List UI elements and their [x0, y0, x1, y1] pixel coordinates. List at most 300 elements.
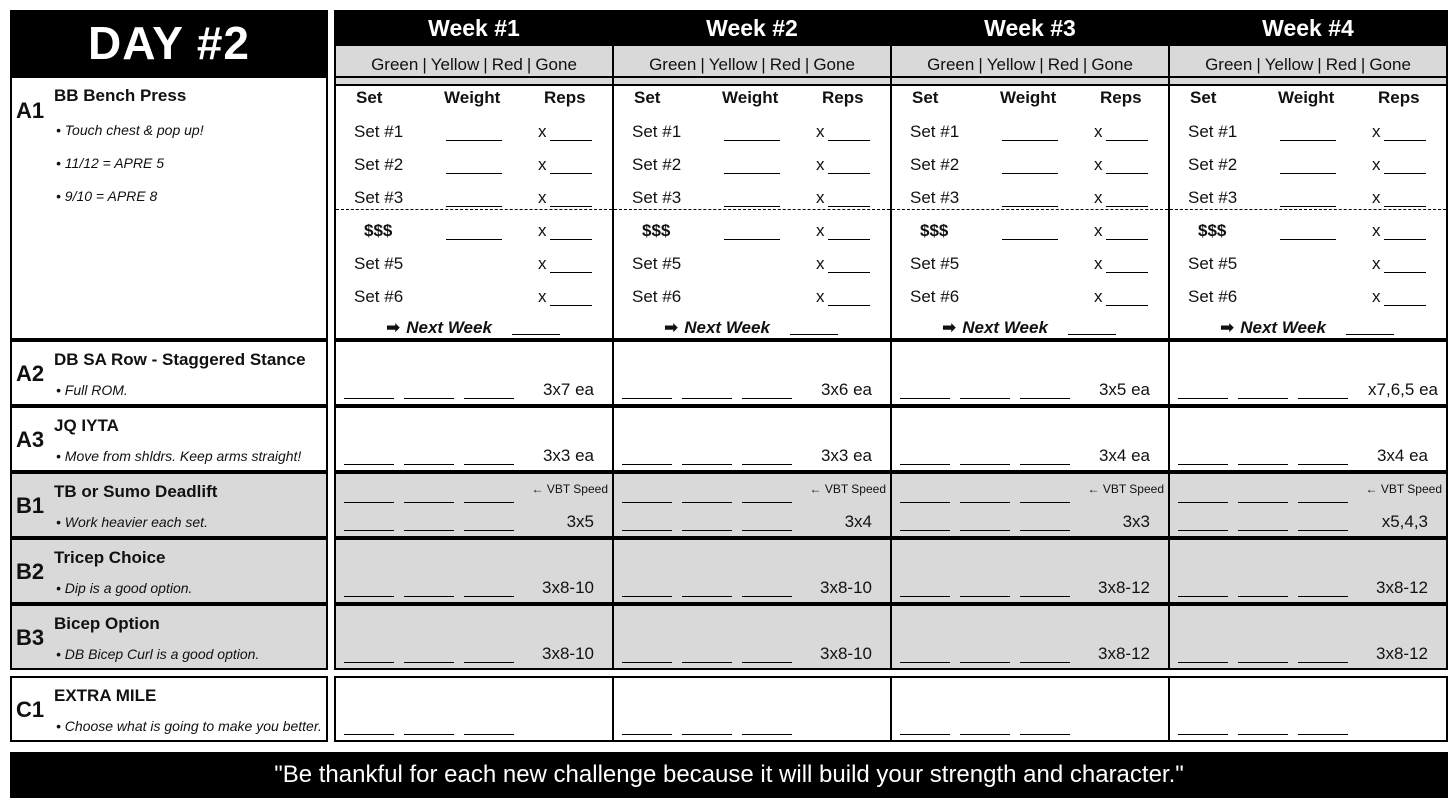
log-input[interactable] [742, 662, 792, 663]
vbt-input[interactable] [682, 502, 732, 503]
exercise-cell-a2 [10, 340, 328, 406]
weight-input[interactable] [1002, 239, 1058, 240]
exercise-note: • 11/12 = APRE 5 [56, 155, 165, 171]
vbt-input[interactable] [1238, 502, 1288, 503]
weight-input[interactable] [1280, 140, 1336, 141]
log-input[interactable] [960, 662, 1010, 663]
color-separator: | [804, 55, 810, 74]
target-scheme: 3x4 ea [1098, 446, 1150, 465]
next-week-text: Next Week [406, 318, 492, 337]
log-input[interactable] [1298, 662, 1348, 663]
log-input[interactable] [682, 464, 732, 465]
reps-input[interactable] [1106, 305, 1148, 306]
set-label: Set #3 [354, 188, 404, 207]
log-input[interactable] [742, 734, 792, 735]
reps-input[interactable] [1384, 305, 1426, 306]
weeks-grid [334, 10, 1448, 741]
set-label: Set #3 [910, 188, 960, 207]
log-input[interactable] [1238, 734, 1288, 735]
log-input[interactable] [1020, 596, 1070, 597]
log-cell [612, 472, 892, 538]
reps-prefix: x [538, 254, 547, 273]
vbt-input[interactable] [742, 502, 792, 503]
log-input[interactable] [1298, 530, 1348, 531]
weight-input[interactable] [1280, 173, 1336, 174]
log-input[interactable] [742, 398, 792, 399]
motivational-quote: "Be thankful for each new challenge because it will build your strength and character." [10, 752, 1448, 798]
log-input[interactable] [622, 464, 672, 465]
target-scheme: 3x3 [1122, 512, 1150, 531]
log-input[interactable] [682, 596, 732, 597]
set-label: Set #1 [354, 122, 404, 141]
log-cell [1168, 406, 1448, 472]
set-label: Set #1 [632, 122, 682, 141]
target-scheme: 3x8-12 [1098, 644, 1150, 663]
exercise-note: • Dip is a good option. [56, 580, 193, 596]
log-input[interactable] [404, 464, 454, 465]
log-input[interactable] [1178, 734, 1228, 735]
log-input[interactable] [622, 398, 672, 399]
exercise-note: • Move from shldrs. Keep arms straight! [56, 448, 302, 464]
next-week-label [1220, 318, 1326, 338]
color-red: Red [769, 55, 801, 74]
set-label: Set #5 [632, 254, 682, 273]
reps-input[interactable] [828, 173, 870, 174]
color-green: Green [649, 55, 697, 74]
log-cell [612, 340, 892, 406]
reps-prefix: x [1372, 254, 1381, 273]
color-gone: Gone [1091, 55, 1133, 74]
color-separator: | [1360, 55, 1366, 74]
exercise-code: C1 [16, 697, 45, 722]
color-red: Red [1325, 55, 1357, 74]
exercise-note: • Touch chest & pop up! [56, 122, 204, 138]
reps-prefix: x [1094, 287, 1103, 306]
next-week-text: Next Week [1240, 318, 1326, 337]
log-input[interactable] [1298, 464, 1348, 465]
color-yellow: Yellow [986, 55, 1036, 74]
week-header: Week #3 [890, 10, 1170, 46]
exercise-name: DB SA Row - Staggered Stance [54, 350, 306, 369]
vbt-input[interactable] [1178, 502, 1228, 503]
week-header: Week #4 [1168, 10, 1448, 46]
exercise-code: A3 [16, 427, 45, 452]
reps-prefix: x [538, 188, 547, 207]
divider [336, 209, 612, 210]
reps-input[interactable] [828, 239, 870, 240]
log-input[interactable] [1020, 734, 1070, 735]
reps-prefix: x [1372, 221, 1381, 240]
reps-input[interactable] [828, 140, 870, 141]
vbt-input[interactable] [900, 502, 950, 503]
log-input[interactable] [1020, 662, 1070, 663]
reps-prefix: x [816, 155, 825, 174]
set-label: Set #5 [910, 254, 960, 273]
color-separator: | [1082, 55, 1088, 74]
log-cell [1168, 340, 1448, 406]
reps-prefix: x [816, 287, 825, 306]
weight-input[interactable] [1280, 206, 1336, 207]
log-cell [612, 604, 892, 670]
log-input[interactable] [1238, 662, 1288, 663]
exercise-note: • Work heavier each set. [56, 514, 208, 530]
log-input[interactable] [404, 398, 454, 399]
color-separator: | [422, 55, 427, 74]
set-label: Set #3 [632, 188, 682, 207]
reps-prefix: x [1372, 122, 1381, 141]
log-input[interactable] [682, 662, 732, 663]
reps-input[interactable] [550, 239, 592, 240]
exercise-name: Tricep Choice [54, 548, 166, 567]
log-input[interactable] [742, 596, 792, 597]
color-gone: Gone [813, 55, 855, 74]
target-scheme: 3x8-12 [1098, 578, 1150, 597]
log-input[interactable] [742, 464, 792, 465]
log-input[interactable] [900, 662, 950, 663]
set-label: $$$ [642, 221, 671, 240]
set-table-header: Set [1190, 88, 1217, 107]
exercise-code: B2 [16, 559, 45, 584]
exercise-code: B3 [16, 625, 45, 650]
set-table [1168, 76, 1448, 340]
exercise-cell-a1 [10, 76, 328, 340]
set-label: Set #3 [1188, 188, 1238, 207]
target-scheme: 3x3 ea [820, 446, 872, 465]
log-input[interactable] [900, 398, 950, 399]
reps-input[interactable] [550, 173, 592, 174]
log-input[interactable] [1238, 464, 1288, 465]
log-cell [334, 604, 614, 670]
arrow-right-icon: ➡ [942, 318, 957, 337]
log-input[interactable] [682, 398, 732, 399]
log-cell [612, 676, 892, 742]
color-separator: | [483, 55, 488, 74]
set-label: Set #6 [910, 287, 960, 306]
log-input[interactable] [344, 662, 394, 663]
log-input[interactable] [1178, 530, 1228, 531]
target-scheme: 3x3 ea [542, 446, 594, 465]
color-gone: Gone [535, 55, 577, 74]
weight-input[interactable] [1002, 173, 1058, 174]
reps-prefix: x [538, 122, 547, 141]
log-input[interactable] [960, 464, 1010, 465]
target-scheme: 3x8-10 [542, 578, 594, 597]
log-input[interactable] [682, 530, 732, 531]
vbt-input[interactable] [960, 502, 1010, 503]
log-input[interactable] [1020, 398, 1070, 399]
set-label: Set #6 [1188, 287, 1238, 306]
exercise-cell-a3 [10, 406, 328, 472]
set-label: $$$ [1198, 221, 1227, 240]
exercise-cell-b2 [10, 538, 328, 604]
log-input[interactable] [404, 662, 454, 663]
reps-prefix: x [1094, 221, 1103, 240]
next-week-text: Next Week [684, 318, 770, 337]
log-cell [334, 472, 614, 538]
log-input[interactable] [344, 596, 394, 597]
color-separator: | [1256, 55, 1261, 74]
reps-input[interactable] [550, 140, 592, 141]
log-input[interactable] [1178, 398, 1228, 399]
log-input[interactable] [900, 464, 950, 465]
exercise-name: EXTRA MILE [54, 686, 157, 705]
log-input[interactable] [404, 530, 454, 531]
set-label: Set #1 [910, 122, 960, 141]
exercise-cell-c1 [10, 676, 328, 742]
color-red: Red [1047, 55, 1079, 74]
reps-input[interactable] [1384, 140, 1426, 141]
next-week-text: Next Week [962, 318, 1048, 337]
set-table-header: Weight [1278, 88, 1335, 107]
reps-prefix: x [816, 122, 825, 141]
weight-input[interactable] [1280, 239, 1336, 240]
arrow-right-icon: ➡ [1220, 318, 1235, 337]
weight-input[interactable] [724, 206, 780, 207]
reps-prefix: x [816, 188, 825, 207]
reps-input[interactable] [1384, 206, 1426, 207]
exercise-note: • Choose what is going to make you better. [56, 718, 322, 734]
log-cell [890, 472, 1170, 538]
target-scheme: 3x8-10 [542, 644, 594, 663]
set-label: $$$ [920, 221, 949, 240]
target-scheme: 3x5 ea [1098, 380, 1150, 399]
next-week-label [386, 318, 492, 338]
log-cell [1168, 538, 1448, 604]
set-table-header: Weight [722, 88, 779, 107]
set-label: Set #2 [1188, 155, 1238, 174]
log-input[interactable] [1178, 662, 1228, 663]
arrow-right-icon: ➡ [386, 318, 401, 337]
log-cell [612, 406, 892, 472]
vbt-input[interactable] [344, 502, 394, 503]
set-table-header: Reps [822, 88, 864, 107]
exercise-note: • 9/10 = APRE 8 [56, 188, 158, 204]
log-input[interactable] [1178, 464, 1228, 465]
vbt-input[interactable] [404, 502, 454, 503]
log-input[interactable] [622, 596, 672, 597]
weight-input[interactable] [1002, 140, 1058, 141]
target-scheme: 3x4 ea [1376, 446, 1428, 465]
target-scheme: 3x7 ea [542, 380, 594, 399]
color-gone: Gone [1369, 55, 1411, 74]
log-input[interactable] [1020, 464, 1070, 465]
divider [1170, 209, 1446, 210]
reps-input[interactable] [828, 206, 870, 207]
reps-input[interactable] [1384, 239, 1426, 240]
reps-input[interactable] [1106, 206, 1148, 207]
log-input[interactable] [464, 662, 514, 663]
log-cell [1168, 472, 1448, 538]
reps-input[interactable] [550, 272, 592, 273]
log-input[interactable] [1238, 398, 1288, 399]
set-table-header: Set [912, 88, 939, 107]
set-label: Set #2 [632, 155, 682, 174]
day-title: DAY #2 [10, 10, 328, 76]
log-cell [890, 604, 1170, 670]
next-week-input[interactable] [512, 334, 560, 335]
set-label: Set #2 [354, 155, 404, 174]
log-cell [334, 676, 614, 742]
log-input[interactable] [900, 596, 950, 597]
reps-prefix: x [538, 287, 547, 306]
log-input[interactable] [344, 464, 394, 465]
reps-input[interactable] [828, 272, 870, 273]
log-input[interactable] [1298, 734, 1348, 735]
target-scheme: 3x8-10 [820, 644, 872, 663]
set-table-header: Reps [1100, 88, 1142, 107]
log-input[interactable] [464, 530, 514, 531]
log-input[interactable] [464, 596, 514, 597]
weight-input[interactable] [724, 173, 780, 174]
reps-input[interactable] [1384, 272, 1426, 273]
reps-prefix: x [1372, 155, 1381, 174]
set-label: Set #5 [354, 254, 404, 273]
set-label: Set #6 [632, 287, 682, 306]
reps-prefix: x [538, 221, 547, 240]
color-separator: | [761, 55, 766, 74]
next-week-input[interactable] [1068, 334, 1116, 335]
log-input[interactable] [960, 596, 1010, 597]
target-scheme: 3x8-10 [820, 578, 872, 597]
log-input[interactable] [464, 398, 514, 399]
set-label: Set #2 [910, 155, 960, 174]
set-table [334, 76, 614, 340]
log-cell [890, 340, 1170, 406]
exercise-code: B1 [16, 493, 45, 518]
exercise-name: BB Bench Press [54, 86, 187, 105]
reps-input[interactable] [828, 305, 870, 306]
log-input[interactable] [344, 398, 394, 399]
log-cell [1168, 604, 1448, 670]
set-table-header: Weight [444, 88, 501, 107]
reps-prefix: x [1094, 254, 1103, 273]
target-scheme: x5,4,3 [1381, 512, 1428, 531]
weight-input[interactable] [446, 140, 502, 141]
exercise-name: JQ IYTA [54, 416, 119, 435]
weight-input[interactable] [446, 173, 502, 174]
set-label: Set #5 [1188, 254, 1238, 273]
set-table [890, 76, 1170, 340]
next-week-label [942, 318, 1048, 338]
exercise-note: • Full ROM. [56, 382, 128, 398]
reps-prefix: x [1372, 287, 1381, 306]
set-table-header: Reps [544, 88, 586, 107]
exercise-cell-b1 [10, 472, 328, 538]
weight-input[interactable] [724, 239, 780, 240]
exercise-note: • DB Bicep Curl is a good option. [56, 646, 260, 662]
log-input[interactable] [404, 734, 454, 735]
next-week-label [664, 318, 770, 338]
vbt-input[interactable] [464, 502, 514, 503]
log-input[interactable] [960, 530, 1010, 531]
vbt-input[interactable] [1298, 502, 1348, 503]
vbt-input[interactable] [622, 502, 672, 503]
log-input[interactable] [344, 530, 394, 531]
target-scheme: 3x5 [566, 512, 594, 531]
target-scheme: 3x6 ea [820, 380, 872, 399]
log-input[interactable] [344, 734, 394, 735]
log-input[interactable] [1020, 530, 1070, 531]
log-cell [334, 406, 614, 472]
weight-input[interactable] [446, 206, 502, 207]
color-green: Green [1205, 55, 1253, 74]
color-red: Red [491, 55, 523, 74]
log-input[interactable] [960, 398, 1010, 399]
exercise-cell-b3 [10, 604, 328, 670]
target-scheme: 3x8-12 [1376, 644, 1428, 663]
next-week-input[interactable] [1346, 334, 1394, 335]
log-input[interactable] [900, 530, 950, 531]
weight-input[interactable] [446, 239, 502, 240]
weight-input[interactable] [1002, 206, 1058, 207]
log-input[interactable] [1298, 398, 1348, 399]
log-input[interactable] [464, 464, 514, 465]
reps-prefix: x [1094, 188, 1103, 207]
target-scheme: 3x8-12 [1376, 578, 1428, 597]
color-yellow: Yellow [430, 55, 480, 74]
log-input[interactable] [404, 596, 454, 597]
reps-input[interactable] [550, 305, 592, 306]
log-input[interactable] [1298, 596, 1348, 597]
reps-input[interactable] [1384, 173, 1426, 174]
log-input[interactable] [622, 734, 672, 735]
log-input[interactable] [622, 530, 672, 531]
set-label: Set #1 [1188, 122, 1238, 141]
log-input[interactable] [622, 662, 672, 663]
log-input[interactable] [1238, 530, 1288, 531]
vbt-speed-label: ← VBT Speed [1365, 482, 1442, 496]
color-separator: | [1317, 55, 1322, 74]
reps-prefix: x [816, 221, 825, 240]
reps-prefix: x [1094, 155, 1103, 174]
exercise-code: A1 [16, 98, 45, 123]
week-header: Week #2 [612, 10, 892, 46]
color-separator: | [526, 55, 532, 74]
log-cell [890, 406, 1170, 472]
divider [614, 209, 890, 210]
exercise-name: TB or Sumo Deadlift [54, 482, 218, 501]
next-week-input[interactable] [790, 334, 838, 335]
set-table-header: Set [356, 88, 383, 107]
reps-input[interactable] [550, 206, 592, 207]
color-green: Green [927, 55, 975, 74]
reps-input[interactable] [1106, 239, 1148, 240]
log-cell [1168, 676, 1448, 742]
log-input[interactable] [1238, 596, 1288, 597]
log-input[interactable] [1178, 596, 1228, 597]
log-input[interactable] [464, 734, 514, 735]
reps-prefix: x [1094, 122, 1103, 141]
log-input[interactable] [960, 734, 1010, 735]
exercise-name: Bicep Option [54, 614, 160, 633]
color-green: Green [371, 55, 419, 74]
vbt-input[interactable] [1020, 502, 1070, 503]
reps-input[interactable] [1106, 140, 1148, 141]
weight-input[interactable] [724, 140, 780, 141]
color-separator: | [1039, 55, 1044, 74]
reps-input[interactable] [1106, 272, 1148, 273]
color-yellow: Yellow [1264, 55, 1314, 74]
divider [892, 209, 1168, 210]
log-input[interactable] [900, 734, 950, 735]
log-input[interactable] [682, 734, 732, 735]
target-scheme: x7,6,5 ea [1368, 380, 1438, 399]
set-table-header: Reps [1378, 88, 1420, 107]
reps-input[interactable] [1106, 173, 1148, 174]
log-input[interactable] [742, 530, 792, 531]
log-cell [612, 538, 892, 604]
arrow-right-icon: ➡ [664, 318, 679, 337]
